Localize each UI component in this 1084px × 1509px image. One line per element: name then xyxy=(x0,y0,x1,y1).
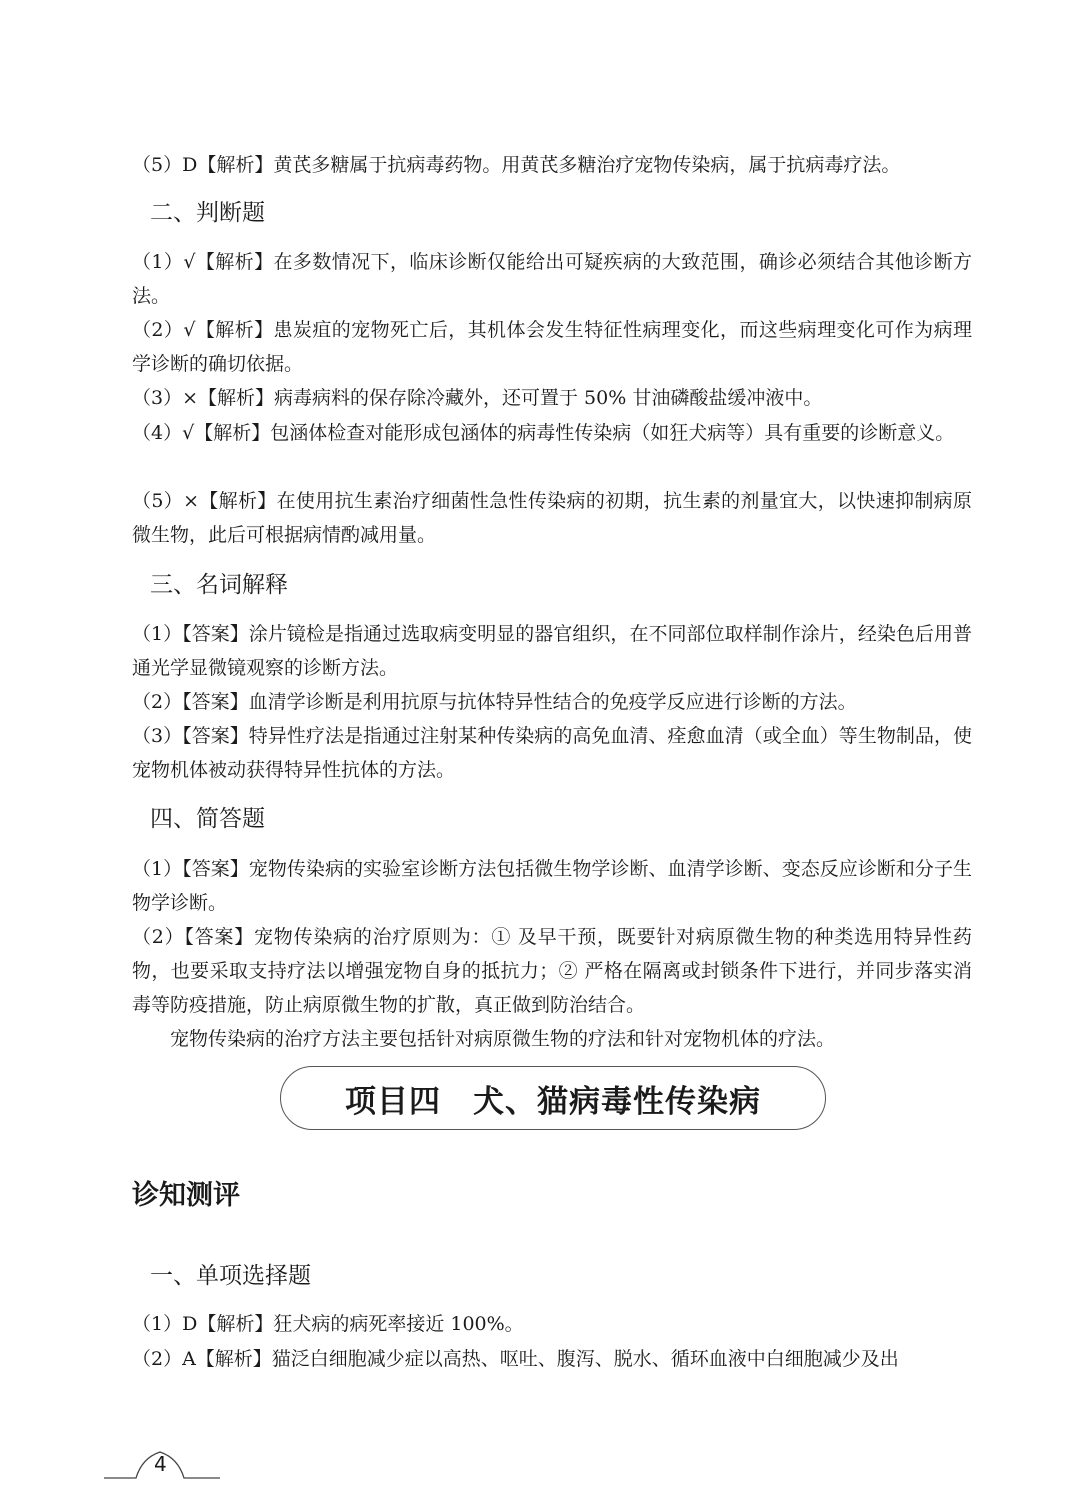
answer-paragraph: （2）【答案】宠物传染病的治疗原则为：① 及早干预，既要针对病原微生物的种类选用特异性药物，也要采取支持疗法以增强宠物自身的抵抗力；② 严格在隔离或封锁条件下进行，并同步落实消毒等防疫措施，防止病原微生物的扩散，真正做到防治结合。 xyxy=(132,926,972,1016)
section-heading-short-answer: 四、简答题 xyxy=(150,806,265,832)
answer-paragraph: （1）【答案】宠物传染病的实验室诊断方法包括微生物学诊断、血清学诊断、变态反应诊断和分子生物学诊断。 xyxy=(132,858,972,914)
answer-paragraph: （5）×【解析】在使用抗生素治疗细菌性急性传染病的初期，抗生素的剂量宜大，以快速抑制病原微生物，此后可根据病情酌减用量。 xyxy=(132,490,972,546)
section-title: 诊知测评 xyxy=(132,1180,240,1211)
project-title: 项目四 犬、猫病毒性传染病 xyxy=(345,1083,761,1120)
answer-paragraph: （4）√【解析】包涵体检查对能形成包涵体的病毒性传染病（如狂犬病等）具有重要的诊断意义。 xyxy=(132,422,955,444)
page-number-badge xyxy=(104,1440,224,1490)
answer-paragraph: （2）A【解析】猫泛白细胞减少症以高热、呕吐、腹泻、脱水、循环血液中白细胞减少及出 xyxy=(132,1348,899,1370)
section-heading-true-false: 二、判断题 xyxy=(150,200,265,226)
answer-paragraph: （1）D【解析】狂犬病的病死率接近 100%。 xyxy=(132,1313,524,1335)
page-number: 4 xyxy=(154,1452,167,1476)
answer-paragraph: （1）√【解析】在多数情况下，临床诊断仅能给出可疑疾病的大致范围，确诊必须结合其他诊断方法。 xyxy=(132,251,972,307)
project-title-banner xyxy=(280,1066,826,1130)
answer-paragraph: （5）D【解析】黄芪多糖属于抗病毒药物。用黄芪多糖治疗宠物传染病，属于抗病毒疗法。 xyxy=(132,154,901,176)
answer-paragraph: （1）【答案】涂片镜检是指通过选取病变明显的器官组织，在不同部位取样制作涂片，经染色后用普通光学显微镜观察的诊断方法。 xyxy=(132,623,972,679)
section-heading-terms: 三、名词解释 xyxy=(150,572,288,598)
answer-paragraph: （2）【答案】血清学诊断是利用抗原与抗体特异性结合的免疫学反应进行诊断的方法。 xyxy=(132,691,857,713)
answer-paragraph: （3）【答案】特异性疗法是指通过注射某种传染病的高免血清、痊愈血清（或全血）等生物制品，使宠物机体被动获得特异性抗体的方法。 xyxy=(132,725,972,781)
answer-paragraph: （3）×【解析】病毒病料的保存除冷藏外，还可置于 50% 甘油磷酸盐缓冲液中。 xyxy=(132,387,823,409)
answer-paragraph: 宠物传染病的治疗方法主要包括针对病原微生物的疗法和针对宠物机体的疗法。 xyxy=(170,1028,836,1050)
answer-paragraph: （2）√【解析】患炭疽的宠物死亡后，其机体会发生特征性病理变化，而这些病理变化可作为病理学诊断的确切依据。 xyxy=(132,319,972,375)
section-heading-single-choice: 一、单项选择题 xyxy=(150,1263,311,1289)
